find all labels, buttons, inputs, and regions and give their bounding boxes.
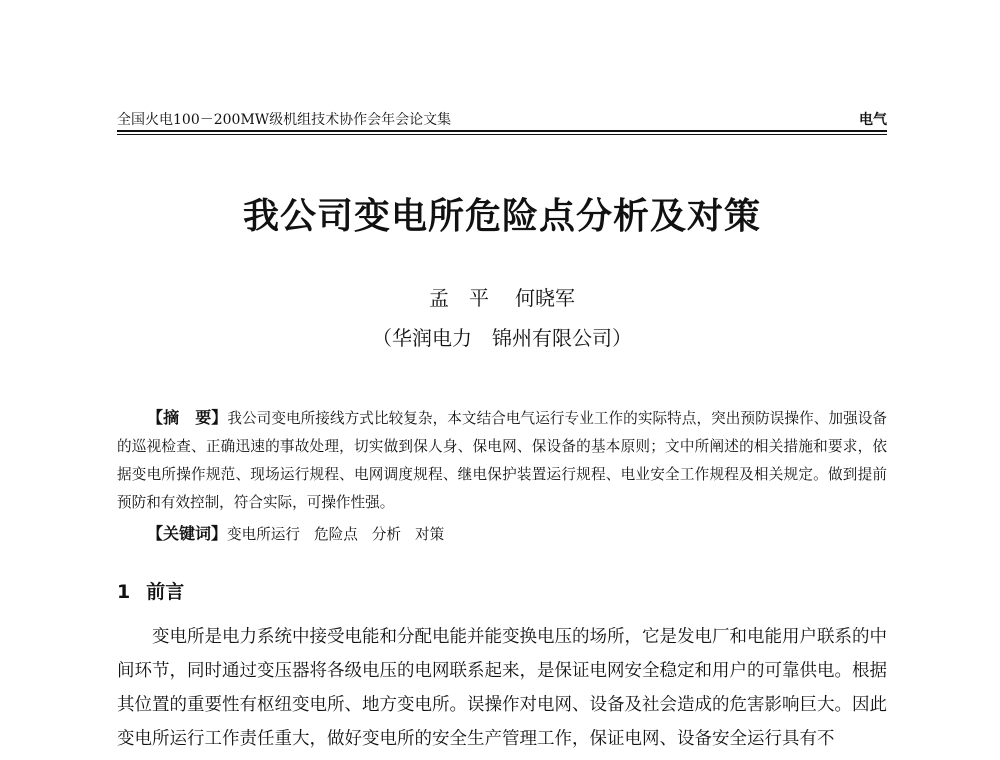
header-rule-thick [117, 130, 887, 132]
section-number: 1 [117, 581, 131, 603]
keyword: 危险点 [314, 526, 358, 543]
section-title: 前言 [146, 581, 185, 603]
keyword: 对策 [415, 526, 445, 543]
keyword: 分析 [371, 526, 401, 543]
body-paragraph [117, 620, 887, 756]
header-rule-thin [117, 134, 887, 135]
author-affiliation: （华润电力 锦州有限公司） [372, 326, 632, 350]
author-name: 孟 平 [429, 286, 489, 310]
header-proceedings-title: 全国火电100－200MW级机组技术协作会年会论文集 [117, 112, 452, 128]
abstract-block [117, 404, 887, 517]
header-section-label: 电气 [859, 112, 887, 128]
keyword: 变电所运行 [227, 526, 300, 543]
paper-title: 我公司变电所危险点分析及对策 [242, 196, 761, 237]
abstract-text: 我公司变电所接线方式比较复杂，本文结合电气运行专业工作的实际特点，突出预防误操作、加强设备的巡视检查、正确迅速的事故处理，切实做到保人身、保电网、保设备的基本原则；文中所阐述的相关措施和要求，依据变电所操作规范、现场运行规程、电网调度规程、继电保护装置运行规程、电业安全工作规程及相关规定。做到提前预防和有效控制，符合实际，可操作性强。 [117, 410, 887, 511]
abstract-label: 【摘 要】 [147, 408, 228, 427]
section-heading [117, 578, 184, 606]
paragraph-text: 变电所是电力系统中接受电能和分配电能并能变换电压的场所，它是发电厂和电能用户联系的中间环节，同时通过变压器将各级电压的电网联系起来，是保证电网安全稳定和用户的可靠供电。根据其位置的重要性有枢纽变电所、地方变电所。误操作对电网、设备及社会造成的危害影响巨大。因此变电所运行工作责任重大，做好变电所的安全生产管理工作，保证电网、设备安全运行具有不 [117, 627, 887, 749]
keywords-label: 【关键词】 [147, 524, 228, 543]
author-list [117, 284, 887, 312]
author-name: 何晓军 [515, 286, 575, 310]
running-header [117, 110, 887, 132]
keywords-line [147, 520, 458, 549]
